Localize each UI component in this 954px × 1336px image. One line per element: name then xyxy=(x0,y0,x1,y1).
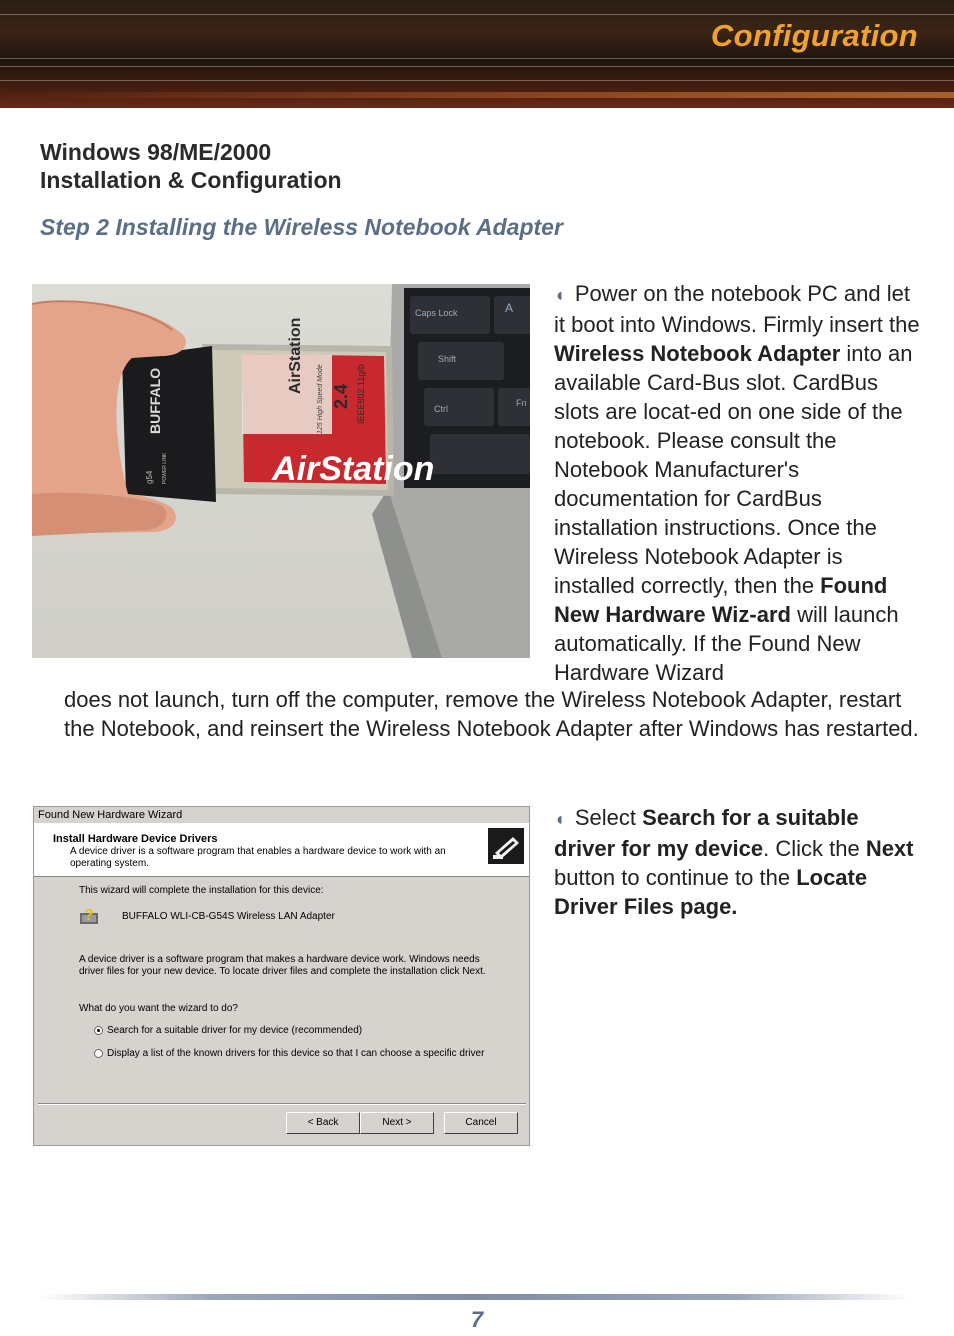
card-label-airstation: AirStation xyxy=(272,450,435,488)
section-title: Configuration xyxy=(710,18,918,53)
wizard-device-name: BUFFALO WLI-CB-G54S Wireless LAN Adapter xyxy=(122,911,335,922)
card-label-mode: 125 High Speed Mode xyxy=(317,364,324,434)
header-rule xyxy=(0,80,954,81)
card-brand: BUFFALO xyxy=(147,367,163,434)
card-led-labels: POWER LINK xyxy=(162,452,168,484)
para1-text: into an available Card-Bus slot. CardBus slots are locat-ed on one side of the notebook. Please consult the Notebook Manufacturer's documentation for CardBus installation instructions. Once the Wireless Notebook Adapter is installed correctly, then the xyxy=(554,341,913,598)
header-glow xyxy=(0,92,954,98)
unknown-device-icon xyxy=(78,903,102,927)
next-button[interactable]: Next > xyxy=(360,1112,434,1134)
heading-line-1: Windows 98/ME/2000 xyxy=(40,139,272,165)
para1-bold-wizard: Found New Hardware Wiz-ard xyxy=(554,573,888,627)
cancel-button[interactable]: Cancel xyxy=(444,1112,518,1134)
back-button[interactable]: < Back xyxy=(286,1112,360,1134)
wizard-header-subtitle: A device driver is a software program that enables a hardware device to work with an operating system. xyxy=(70,846,446,869)
bullet-icon: ◖ xyxy=(554,809,565,829)
header-rule xyxy=(0,66,954,67)
radio-search-driver[interactable] xyxy=(94,1026,103,1035)
radio-display-list[interactable] xyxy=(94,1049,103,1058)
wizard-intro: This wizard will complete the installation for this device: xyxy=(79,885,324,896)
para2-text: . Click the xyxy=(763,836,866,861)
key-shift: Shift xyxy=(438,354,457,364)
instruction-paragraph-1 xyxy=(554,279,924,687)
option-display-list-label[interactable]: Display a list of the known drivers for this device so that I can choose a specific driver xyxy=(107,1048,485,1059)
page-number: 7 xyxy=(470,1307,484,1332)
header-band xyxy=(0,0,954,108)
bullet-icon: ◖ xyxy=(554,285,565,305)
heading-line-2: Installation & Configuration xyxy=(40,167,342,193)
wizard-title-bar: Found New Hardware Wizard xyxy=(34,807,529,823)
wizard-desc-line-2: driver files for your new device. To locate driver files and complete the installation click Next. xyxy=(79,966,486,977)
card-model: g54 xyxy=(145,470,154,484)
found-new-hardware-wizard xyxy=(33,806,530,1146)
key-caps-lock: Caps Lock xyxy=(415,308,458,318)
option-search-driver-label[interactable]: Search for a suitable driver for my device (recommended) xyxy=(107,1025,363,1036)
para1-text: Power on the notebook PC and let it boot into Windows. Firmly insert the xyxy=(554,281,920,337)
header-rule xyxy=(0,14,954,15)
wizard-header xyxy=(34,823,529,877)
wizard-body xyxy=(34,877,529,1105)
step-heading: Step 2 Installing the Wireless Notebook Adapter xyxy=(40,214,563,240)
card-label-vertical: AirStation xyxy=(287,317,304,394)
para2-text: Select xyxy=(574,805,643,830)
key-a: A xyxy=(505,301,514,315)
card-insertion-photo xyxy=(32,284,530,658)
wizard-desc-line-1: A device driver is a software program that makes a hardware device work. Windows needs xyxy=(79,954,480,965)
card-label-band: 2.4 xyxy=(331,383,351,409)
para2-bold-next: Next xyxy=(865,836,914,861)
wizard-question: What do you want the wizard to do? xyxy=(79,1003,238,1014)
para1-text: will launch automatically. If the Found New Hardware Wizard xyxy=(554,602,899,685)
wizard-header-title: Install Hardware Device Drivers xyxy=(53,833,218,845)
instruction-paragraph-2 xyxy=(554,803,924,921)
header-rule xyxy=(0,58,954,59)
footer-rule xyxy=(40,1294,910,1300)
svg-text:?: ? xyxy=(84,907,94,924)
instruction-paragraph-1-continued: does not launch, turn off the computer, remove the Wireless Notebook Adapter, restart the Notebook, and reinsert the Wireless Notebook Adapter after Windows has restarted. xyxy=(64,687,919,741)
key-ctrl: Ctrl xyxy=(434,404,448,414)
page-heading xyxy=(40,138,342,194)
wizard-separator xyxy=(38,1103,526,1105)
para2-bold-search: Search for a suitable driver for my device xyxy=(554,805,859,861)
para2-text: button to continue to the xyxy=(554,865,797,890)
para1-bold-adapter: Wireless Notebook Adapter xyxy=(554,341,841,366)
para2-bold-locate: Locate Driver Files page. xyxy=(554,865,868,919)
card-label-standard: IEEE802.11g/b xyxy=(356,364,366,424)
hardware-icon xyxy=(487,827,525,865)
card-insertion-illustration xyxy=(32,284,530,658)
key-fn: Fn xyxy=(516,398,527,408)
